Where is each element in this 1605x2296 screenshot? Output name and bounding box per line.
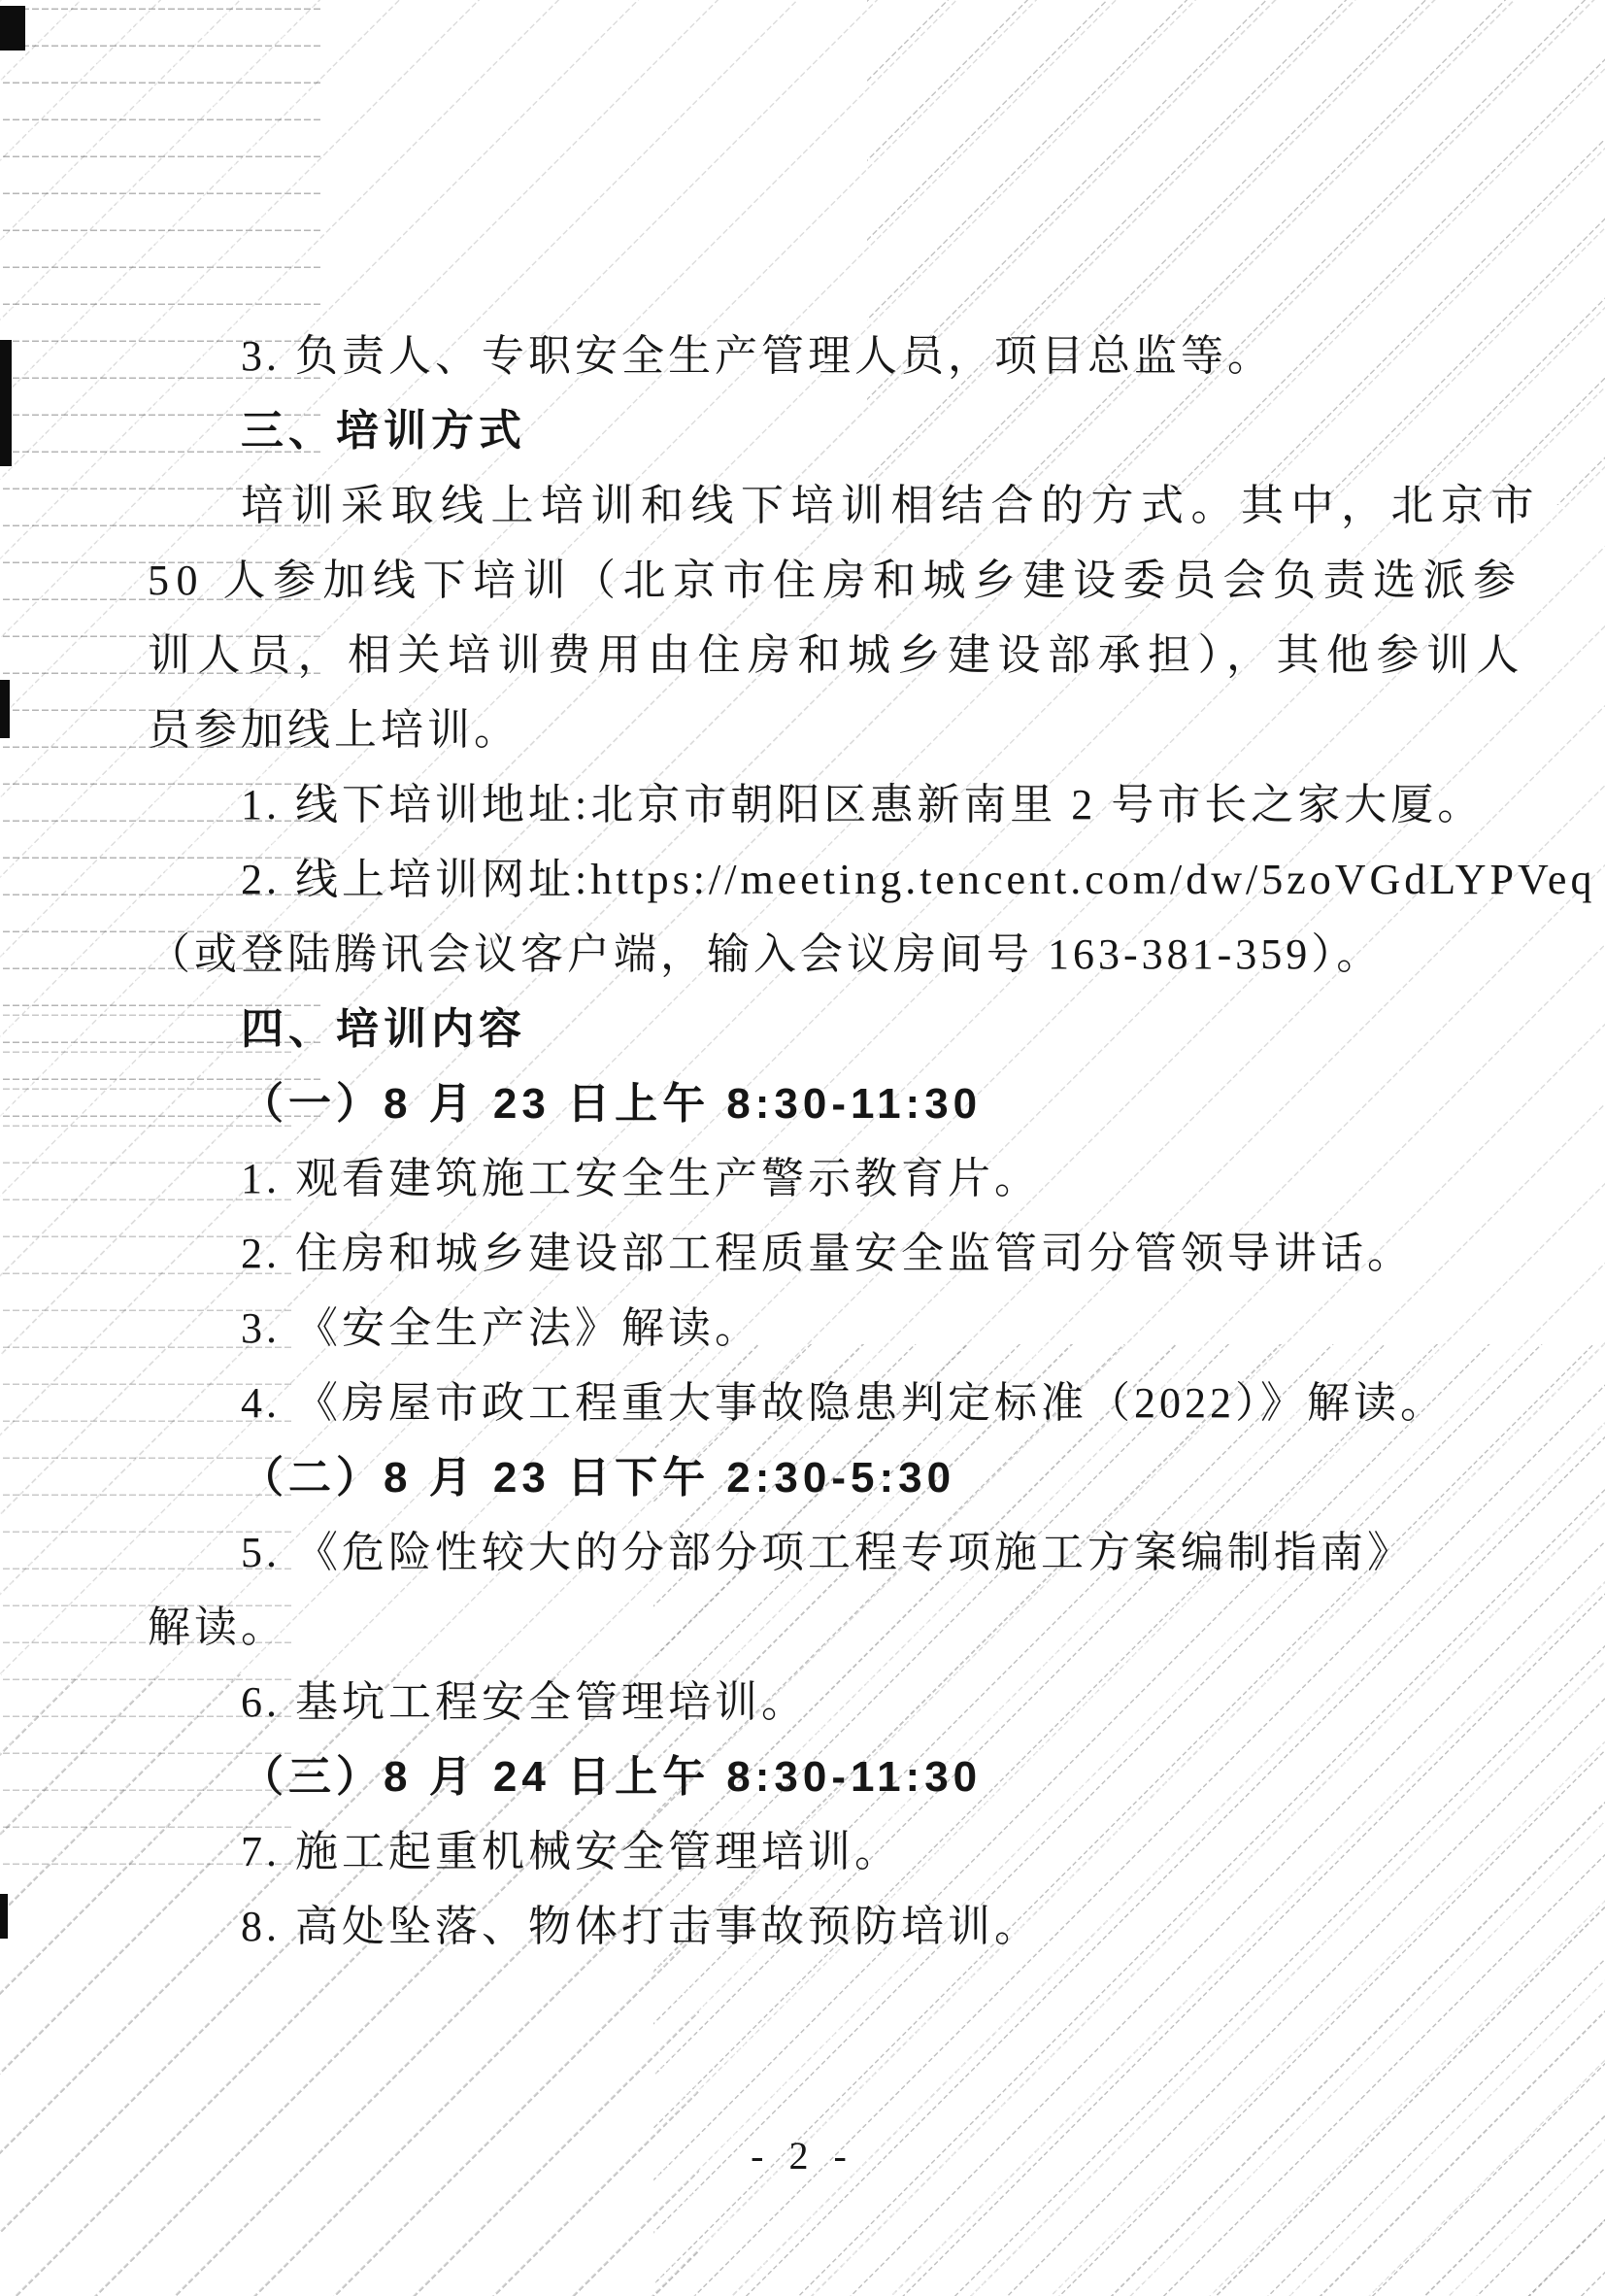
agenda-item-2: 2. 住房和城乡建设部工程质量安全监管司分管领导讲话。	[241, 1230, 1414, 1277]
paragraph-training-method-line1: 培训采取线上培训和线下培训相结合的方式。其中，北京市	[241, 482, 1541, 529]
online-training-url: 2. 线上培训网址:https://meeting.tencent.com/dw/5zoVGdLYPVeq	[241, 856, 1596, 903]
agenda-item-8: 8. 高处坠落、物体打击事故预防培训。	[241, 1903, 1041, 1950]
page-number: - 2 -	[751, 2134, 854, 2178]
agenda-item-1: 1. 观看建筑施工安全生产警示教育片。	[241, 1155, 1041, 1202]
online-training-room-number: （或登陆腾讯会议客户端，输入会议房间号 163-381-359）。	[148, 930, 1384, 978]
scan-edge-mark	[0, 1894, 8, 1939]
paragraph-training-method-line2: 50 人参加线下培训（北京市住房和城乡建设委员会负责选派参	[148, 557, 1523, 604]
agenda-item-7: 7. 施工起重机械安全管理培训。	[241, 1828, 901, 1875]
scan-edge-mark	[0, 6, 25, 51]
section-heading-training-content: 四、培训内容	[241, 1005, 526, 1053]
session-heading-aug23-afternoon: （二）8 月 23 日下午 2:30-5:30	[241, 1454, 956, 1502]
document-body	[148, 319, 1596, 1964]
scan-edge-mark	[0, 340, 12, 466]
list-item-responsible-persons: 3. 负责人、专职安全生产管理人员，项目总监等。	[241, 332, 1274, 380]
agenda-item-3: 3. 《安全生产法》解读。	[241, 1304, 761, 1352]
agenda-item-5-line2: 解读。	[148, 1604, 287, 1651]
paragraph-training-method-line4: 员参加线上培训。	[148, 706, 520, 754]
section-heading-training-method: 三、培训方式	[241, 407, 526, 455]
session-heading-aug24-morning: （三）8 月 24 日上午 8:30-11:30	[241, 1753, 983, 1801]
agenda-item-6: 6. 基坑工程安全管理培训。	[241, 1678, 808, 1726]
agenda-item-5-line1: 5. 《危险性较大的分部分项工程专项施工方案编制指南》	[241, 1529, 1414, 1576]
session-heading-aug23-morning: （一）8 月 23 日上午 8:30-11:30	[241, 1080, 983, 1128]
agenda-item-4: 4. 《房屋市政工程重大事故隐患判定标准（2022）》解读。	[241, 1379, 1447, 1427]
offline-training-address: 1. 线下培训地址:北京市朝阳区惠新南里 2 号市长之家大厦。	[241, 781, 1485, 828]
paragraph-training-method-line3: 训人员，相关培训费用由住房和城乡建设部承担），其他参训人	[148, 631, 1526, 679]
scan-edge-mark	[0, 680, 10, 738]
